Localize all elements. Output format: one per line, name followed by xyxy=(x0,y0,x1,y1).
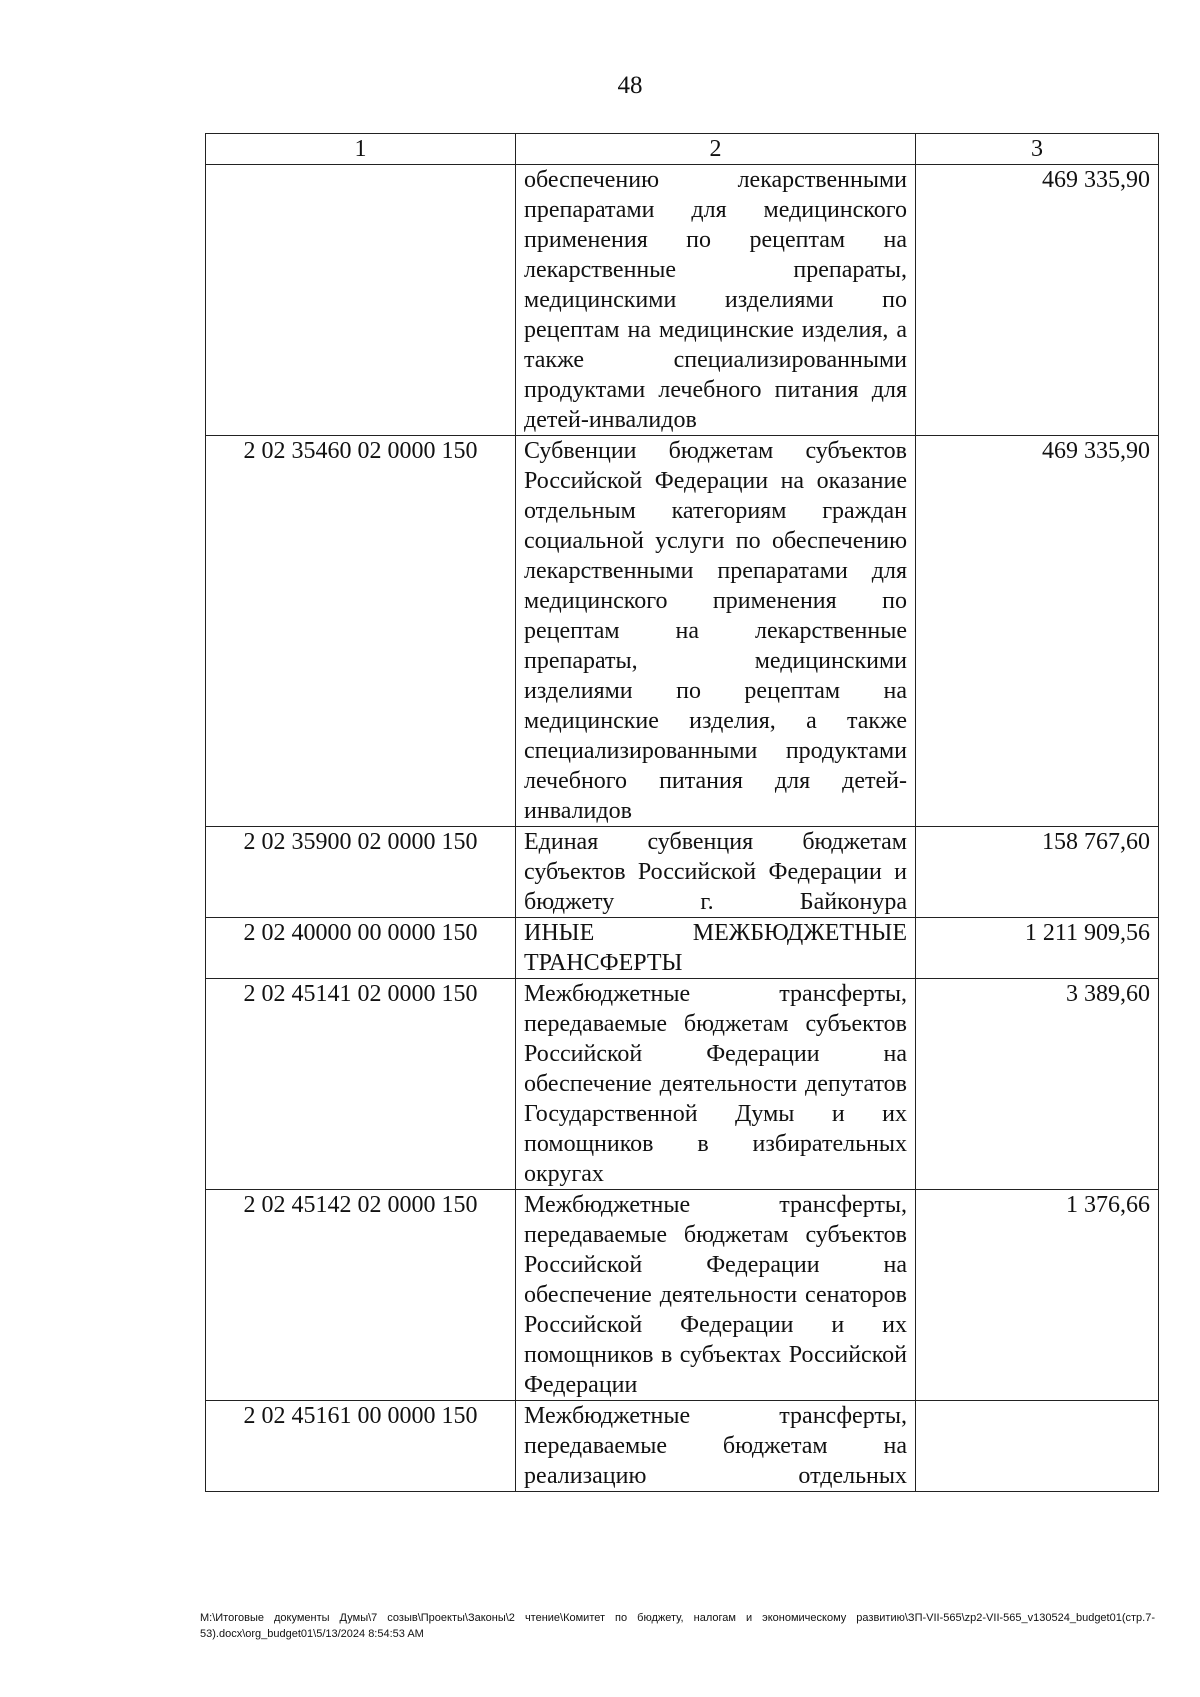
document-footer-path: M:\Итоговые документы Думы\7 созыв\Проекты\Законы\2 чтение\Комитет по бюджету, налогам и экономическому развитию\ЗП-VII-565\zp2-VII-565_v130524_budget01(стр.7-53).docx\org_budget01\5/13/2024 8:54:53 AM xyxy=(200,1612,1155,1640)
column-header-code: 1 xyxy=(206,134,516,165)
column-header-description: 2 xyxy=(516,134,916,165)
row-description: ИНЫЕ МЕЖБЮДЖЕТНЫЕ ТРАНСФЕРТЫ xyxy=(516,918,916,979)
row-description: обеспечению лекарственными препаратами для медицинского применения по рецептам на лекарственные препараты, медицинскими изделиями по рецептам на медицинские изделия, а также специализированными продуктами лечебного питания для детей-инвалидов xyxy=(516,165,916,436)
row-description: Межбюджетные трансферты, передаваемые бюджетам субъектов Российской Федерации на обеспечение деятельности депутатов Государственной Думы и их помощников в избирательных округах xyxy=(516,979,916,1190)
row-code: 2 02 35900 02 0000 150 xyxy=(206,827,516,918)
row-code: 2 02 45142 02 0000 150 xyxy=(206,1190,516,1401)
row-code: 2 02 45141 02 0000 150 xyxy=(206,979,516,1190)
table-row xyxy=(206,165,1159,436)
table-row xyxy=(206,436,1159,827)
row-description: Единая субвенция бюджетам субъектов Российской Федерации и бюджету г. Байконура xyxy=(516,827,916,918)
page-number: 48 xyxy=(617,72,643,99)
table-row xyxy=(206,918,1159,979)
row-amount: 469 335,90 xyxy=(916,436,1159,827)
table-row xyxy=(206,1401,1159,1492)
table-row xyxy=(206,979,1159,1190)
row-description: Межбюджетные трансферты, передаваемые бюджетам субъектов Российской Федерации на обеспечение деятельности сенаторов Российской Федерации и их помощников в субъектах Российской Федерации xyxy=(516,1190,916,1401)
row-amount: 1 211 909,56 xyxy=(916,918,1159,979)
row-amount: 3 389,60 xyxy=(916,979,1159,1190)
row-amount: 1 376,66 xyxy=(916,1190,1159,1401)
row-amount xyxy=(916,1401,1159,1492)
row-code: 2 02 35460 02 0000 150 xyxy=(206,436,516,827)
column-header-amount: 3 xyxy=(916,134,1159,165)
row-description: Субвенции бюджетам субъектов Российской Федерации на оказание отдельным категориям граждан социальной услуги по обеспечению лекарственными препаратами для медицинского применения по рецептам на лекарственные препараты, медицинскими изделиями по рецептам на медицинские изделия, а также специализированными продуктами лечебного питания для детей-инвалидов xyxy=(516,436,916,827)
row-amount: 469 335,90 xyxy=(916,165,1159,436)
table-row xyxy=(206,827,1159,918)
row-code xyxy=(206,165,516,436)
table-header-row xyxy=(206,134,1159,165)
row-code: 2 02 45161 00 0000 150 xyxy=(206,1401,516,1492)
table-row xyxy=(206,1190,1159,1401)
row-code: 2 02 40000 00 0000 150 xyxy=(206,918,516,979)
budget-table xyxy=(205,133,1159,1492)
row-amount: 158 767,60 xyxy=(916,827,1159,918)
row-description: Межбюджетные трансферты, передаваемые бюджетам на реализацию отдельных xyxy=(516,1401,916,1492)
